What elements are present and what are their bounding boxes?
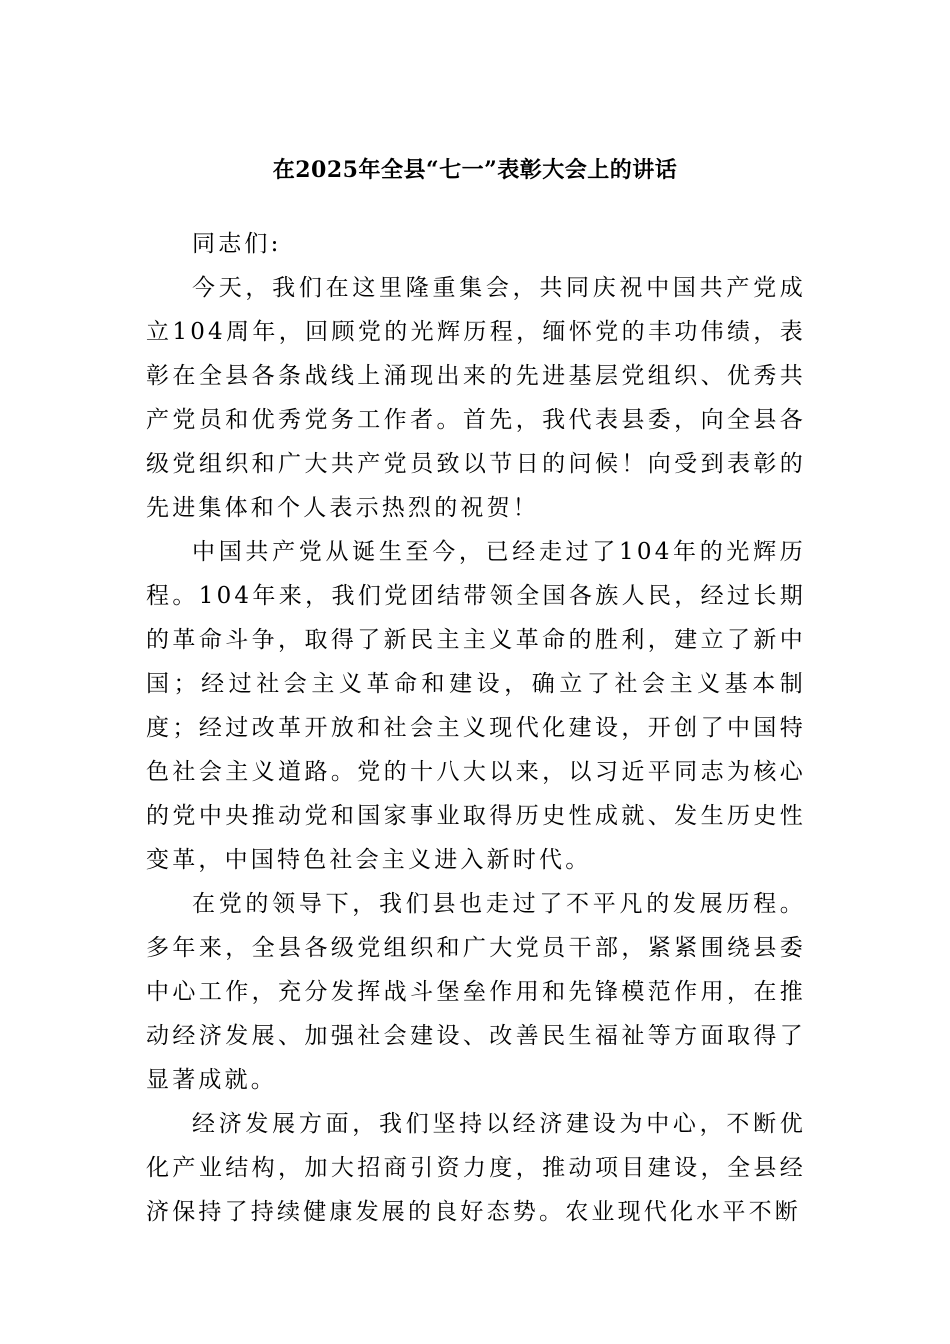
salutation: 同志们:: [192, 231, 282, 257]
paragraph-opening: 今天，我们在这里隆重集会，共同庆祝中国共产党成立104周年，回顾党的光辉历程，缅怀党的丰功伟绩，表彰在全县各条战线上涌现出来的先进基层党组织、优秀共产党员和优秀党务工作者。首先，我代表县委，向全县各级党组织和广大共产党员致以节日的问候！向受到表彰的先进集体和个人表示热烈的祝贺！: [146, 275, 806, 521]
paragraph-party-history: 中国共产党从诞生至今，已经走过了104年的光辉历程。104年来，我们党团结带领全国各族人民，经过长期的革命斗争，取得了新民主主义革命的胜利，建立了新中国；经过社会主义革命和建设，确立了社会主义基本制度；经过改革开放和社会主义现代化建设，开创了中国特色社会主义道路。党的十八大以来，以习近平同志为核心的党中央推动党和国家事业取得历史性成就、发生历史性变革，中国特色社会主义进入新时代。: [146, 539, 806, 873]
document-title: 在2025年全县“七一”表彰大会上的讲话: [272, 157, 678, 183]
paragraph-economic-development: 经济发展方面，我们坚持以经济建设为中心，不断优化产业结构，加大招商引资力度，推动项目建设，全县经济保持了持续健康发展的良好态势。农业现代化水平不断: [146, 1111, 806, 1225]
document-body: [146, 222, 806, 1234]
paragraph-county-development: 在党的领导下，我们县也走过了不平凡的发展历程。多年来，全县各级党组织和广大党员干部，紧紧围绕县委中心工作，充分发挥战斗堡垒作用和先锋模范作用，在推动经济发展、加强社会建设、改善民生福祉等方面取得了显著成就。: [146, 891, 806, 1093]
